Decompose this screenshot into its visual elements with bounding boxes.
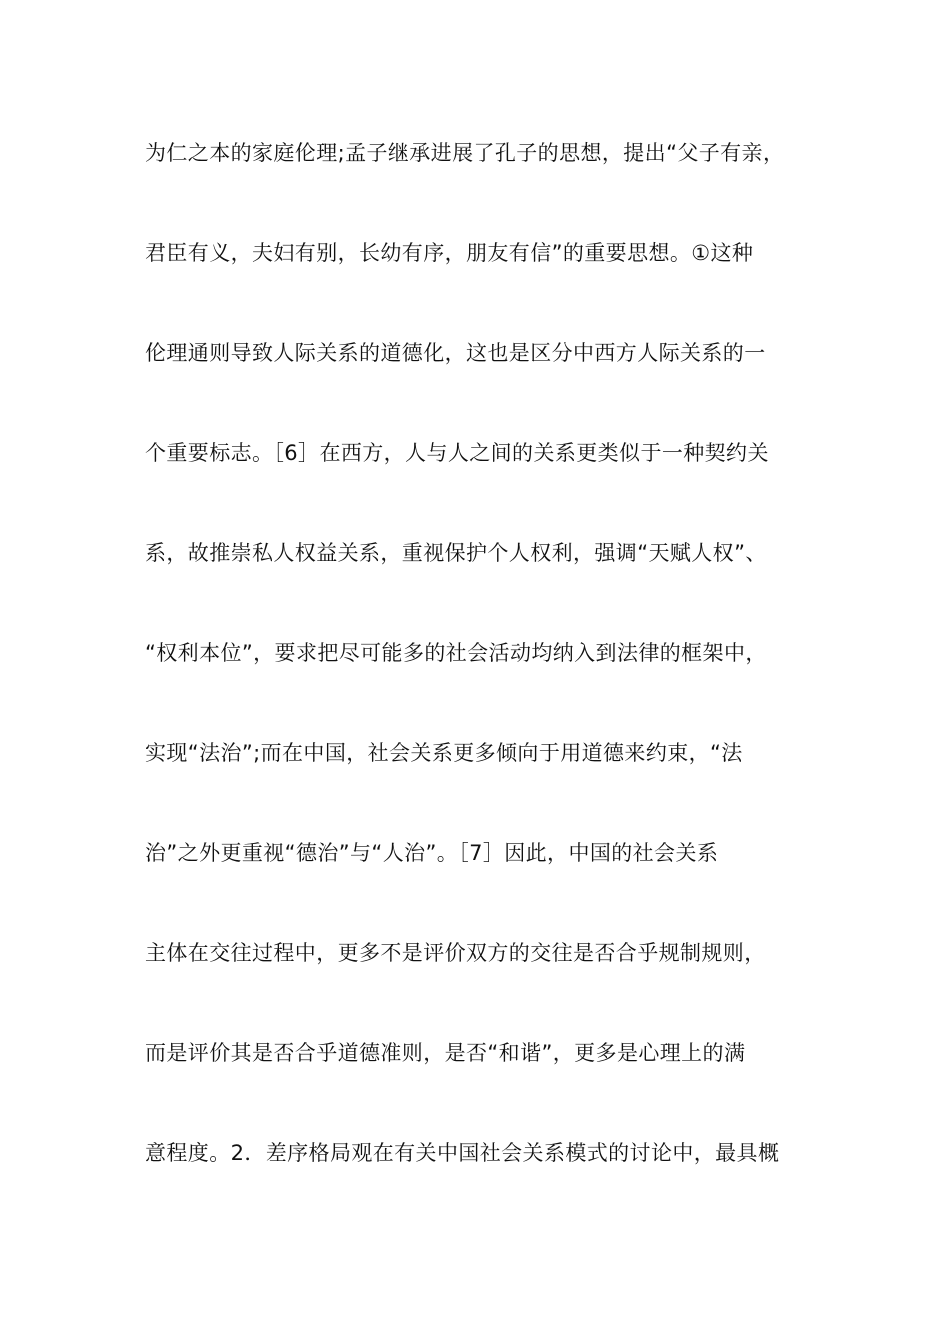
text-line: 为仁之本的家庭伦理;孟子继承进展了孔子的思想，提出“父子有亲， [145,141,785,165]
text-line: “权利本位”，要求把尽可能多的社会活动均纳入到法律的框架中， [145,641,767,665]
text-line: 实现“法治”;而在中国，社会关系更多倾向于用道德来约束，“法 [145,741,743,765]
text-line: 个重要标志。［6］在西方，人与人之间的关系更类似于一种契约关 [145,441,769,465]
text-line: 主体在交往过程中，更多不是评价双方的交往是否合乎规制规则， [145,941,766,965]
text-line: 治”之外更重视“德治”与“人治”。［7］因此，中国的社会关系 [145,841,719,865]
text-line: 君臣有义，夫妇有别，长幼有序，朋友有信”的重要思想。①这种 [145,241,754,265]
text-line: 伦理通则导致人际关系的道德化，这也是区分中西方人际关系的一 [145,341,766,365]
text-line: 系，故推崇私人权益关系，重视保护个人权利，强调“天赋人权”、 [145,541,767,565]
body-text [145,128,835,1228]
text-line: 而是评价其是否合乎道德准则，是否“和谐”，更多是心理上的满 [145,1041,746,1065]
text-line: 意程度。2．差序格局观在有关中国社会关系模式的讨论中，最具概 [145,1141,780,1165]
